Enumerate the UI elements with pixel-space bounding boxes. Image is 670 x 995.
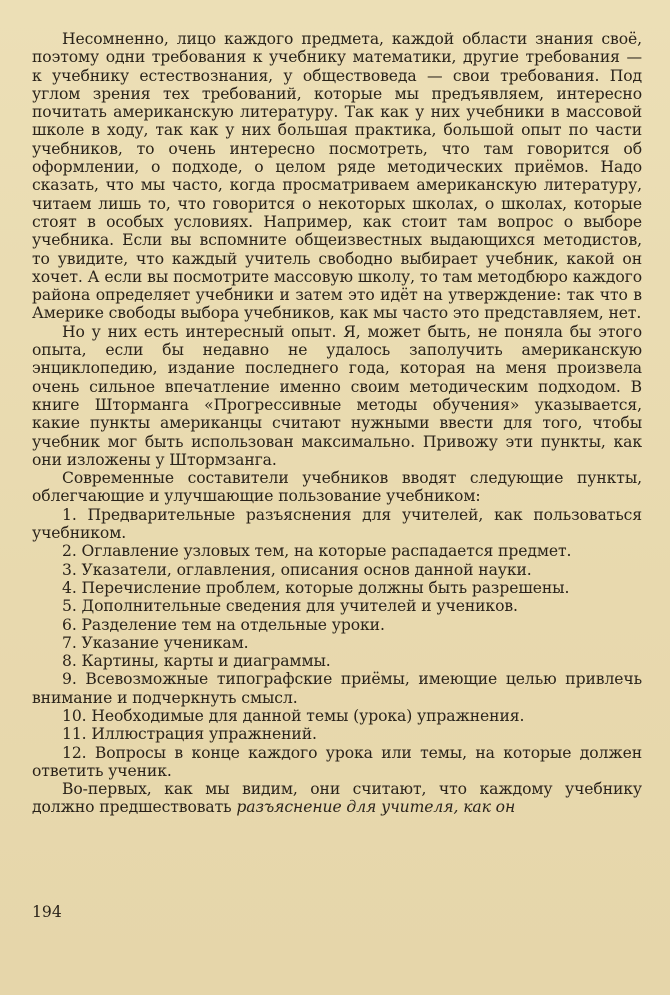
list-item: 1. Предварительные разъяснения для учителей, как пользоваться учебником.: [32, 505, 642, 543]
list-item: 4. Перечисление проблем, которые должны быть разрешены.: [62, 578, 570, 597]
list-item: 6. Разделение тем на отдельные уроки.: [62, 615, 385, 634]
list-item: 9. Всевозможные типографские приёмы, имеющие целью привлечь внимание и подчеркнуть смысл.: [32, 670, 642, 707]
conclusion-emphasis: разъяснение для учителя, как он: [236, 798, 516, 817]
paragraph-list-intro: Современные составители учебников вводят следующие пункты, облегчающие и улучшающие пользование учебником:: [32, 469, 642, 506]
list-item: 8. Картины, карты и диаграммы.: [62, 652, 331, 671]
page-number: 194: [32, 903, 62, 921]
list-item: 2. Оглавление узловых тем, на которые распадается предмет.: [62, 542, 572, 561]
list-item: 3. Указатели, оглавления, описания основ данной науки.: [62, 560, 532, 579]
paragraph-experience: Но у них есть интересный опыт. Я, может быть, не поняла бы этого опыта, если бы недавно не удалось заполучить американскую энциклопедию, издание последнего года, которая на меня произвела очень сильное впечатление именно своим методическим подходом. В книге Шторманга «Прогрессивные методы обучения» указывается, какие пункты американцы считают нужными ввести для того, чтобы учебник мог быть использован максимально. Привожу эти пункты, как они изложены у Штормзанга.: [32, 322, 642, 469]
list-item: 5. Дополнительные сведения для учителей и учеников.: [62, 597, 518, 616]
list-item: 10. Необходимые для данной темы (урока) упражнения.: [62, 706, 525, 725]
page-text: [32, 30, 642, 817]
paragraph-conclusion: [32, 780, 642, 817]
list-item: 7. Указание ученикам.: [62, 633, 249, 652]
conclusion-text: Во-первых, как мы видим, они считают, что каждому учебнику должно предшествовать: [32, 780, 642, 817]
paragraph-intro: Несомненно, лицо каждого предмета, каждой области знания своё, поэтому одни требования к учебнику математики, другие требования — к учебнику естествознания, у обществоведа — свои требования. Под углом зрения тех требований, которые мы предъявляем, интересно почитать американскую литературу. Так как у них учебники в массовой школе в ходу, так как у них большая практика, большой опыт по части учебников, то очень интересно посмотреть, что там говорится об оформлении, о подходе, о целом ряде методических приёмов. Надо сказать, что мы часто, когда просматриваем американскую литературу, читаем лишь то, что говорится о некоторых школах, о школах, которые стоят в особых условиях. Например, как стоит там вопрос о выборе учебника. Если вы вспомните общеизвестных выдающихся методистов, то увидите, что каждый учитель свободно выбирает учебник, какой он хочет. А если вы посмотрите массовую школу, то там методбюро каждого района определяет учебники и затем это идёт на утверждение: так что в Америке свободы выбора учебников, как мы часто это представляем, нет.: [32, 30, 642, 323]
list-item: 12. Вопросы в конце каждого урока или темы, на которые должен ответить ученик.: [32, 743, 642, 780]
list-item: 11. Иллюстрация упражнений.: [62, 725, 317, 744]
